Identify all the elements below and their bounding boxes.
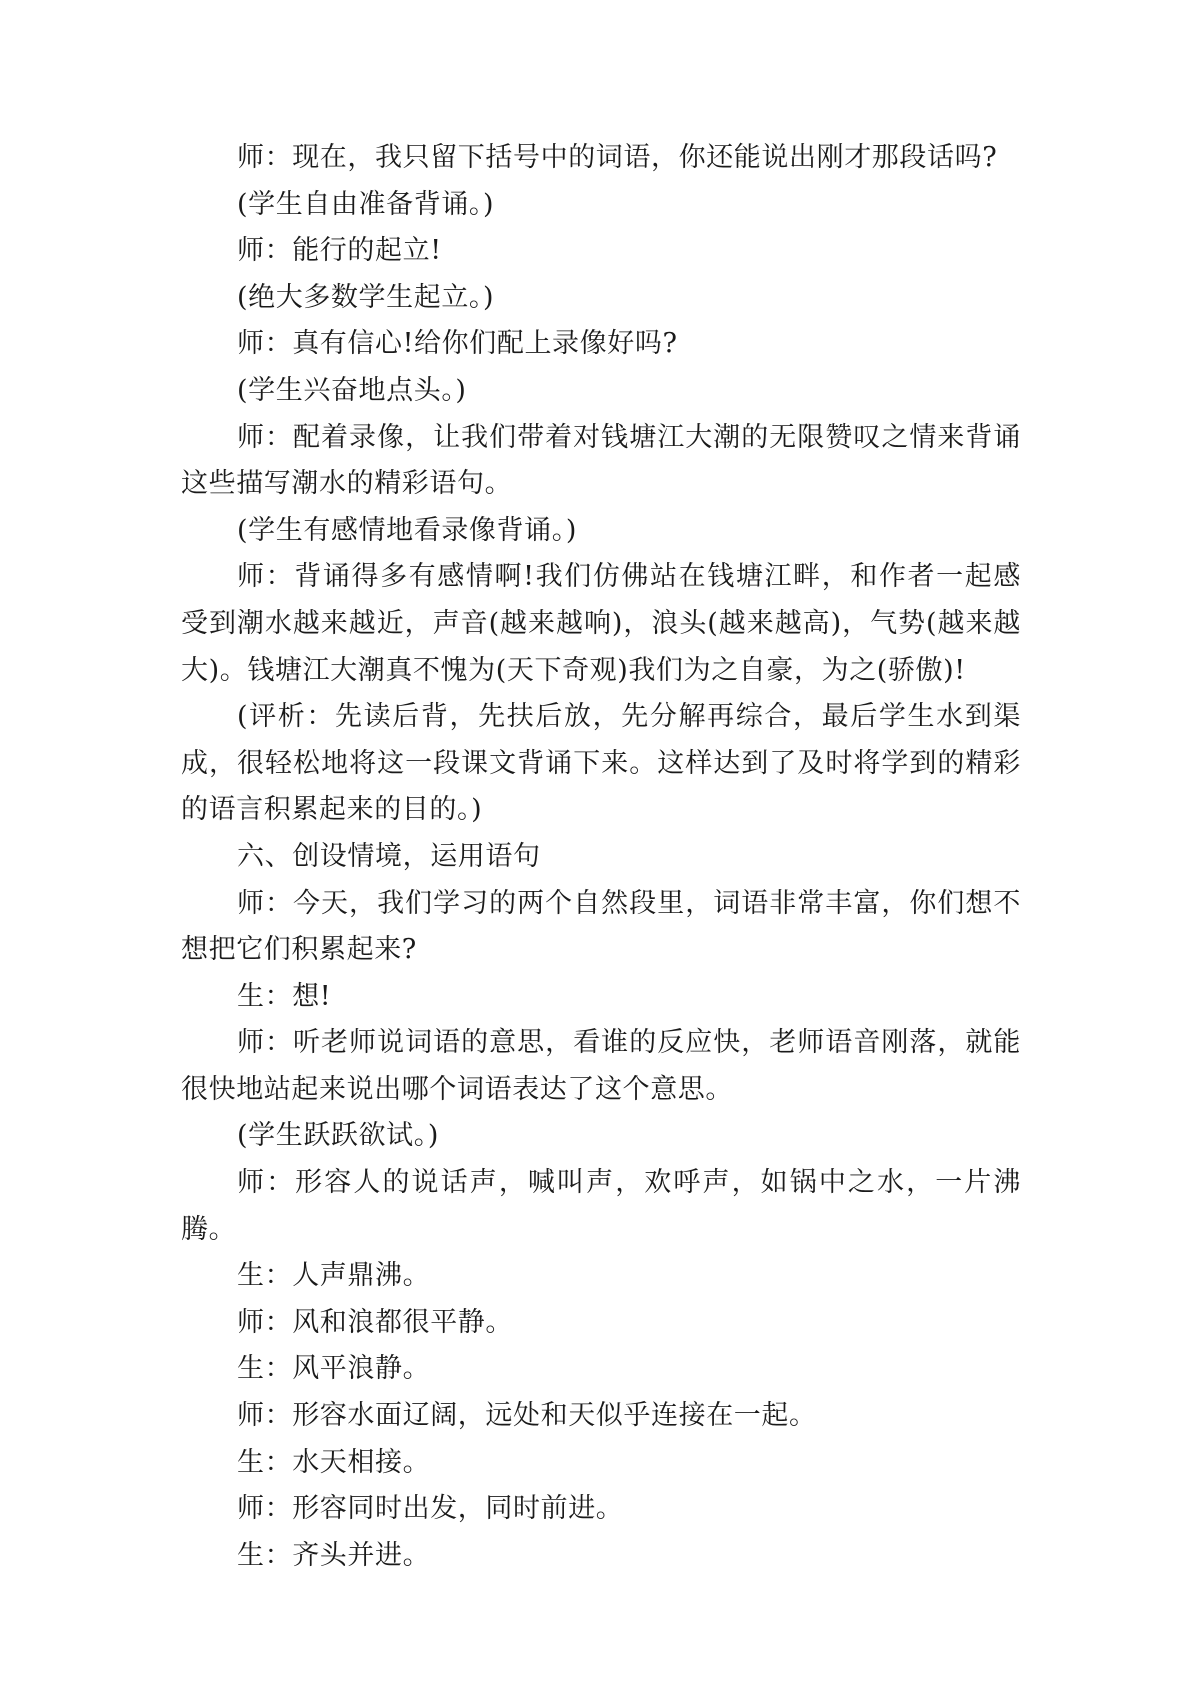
paragraph: 生：想!: [237, 980, 332, 1012]
paragraph: 生：风平浪静。: [237, 1353, 431, 1385]
paragraph: (学生自由准备背诵。): [237, 188, 495, 220]
paragraph: 师：听老师说词语的意思，看谁的反应快，老师语音刚落，就能很快地站起来说出哪个词语表达了这个意思。: [181, 1027, 1021, 1105]
paragraph: 生：齐头并进。: [237, 1539, 431, 1571]
paragraph: 师：背诵得多有感情啊!我们仿佛站在钱塘江畔，和作者一起感受到潮水越来越近，声音(越来越响)，浪头(越来越高)，气势(越来越大)。钱塘江大潮真不愧为(天下奇观)我们为之自豪，为之(骄傲)!: [181, 561, 1021, 686]
paragraph: 师：今天，我们学习的两个自然段里，词语非常丰富，你们想不想把它们积累起来?: [181, 887, 1021, 966]
document-body: [181, 135, 1021, 1579]
paragraph: 生：水天相接。: [237, 1446, 431, 1478]
paragraph: 师：形容同时出发，同时前进。: [237, 1493, 624, 1525]
paragraph: (绝大多数学生起立。): [237, 281, 495, 313]
paragraph: 师：形容水面辽阔，远处和天似乎连接在一起。: [237, 1400, 817, 1432]
paragraph: (评析：先读后背，先扶后放，先分解再综合，最后学生水到渠成，很轻松地将这一段课文背诵下来。这样达到了及时将学到的精彩的语言积累起来的目的。): [181, 701, 1021, 826]
paragraph: 师：现在，我只留下括号中的词语，你还能说出刚才那段话吗?: [237, 142, 998, 173]
paragraph: 师：能行的起立!: [237, 235, 442, 267]
paragraph: (学生兴奋地点头。): [237, 374, 467, 406]
paragraph: (学生有感情地看录像背诵。): [237, 514, 577, 546]
section-heading: 六、创设情境，运用语句: [237, 840, 541, 872]
paragraph: 师：形容人的说话声，喊叫声，欢呼声，如锅中之水，一片沸腾。: [181, 1167, 1021, 1245]
paragraph: (学生跃跃欲试。): [237, 1120, 439, 1152]
paragraph: 师：真有信心!给你们配上录像好吗?: [237, 328, 678, 360]
paragraph: 师：风和浪都很平静。: [237, 1306, 513, 1338]
paragraph: 生：人声鼎沸。: [237, 1260, 431, 1292]
paragraph: 师：配着录像，让我们带着对钱塘江大潮的无限赞叹之情来背诵这些描写潮水的精彩语句。: [181, 421, 1021, 500]
